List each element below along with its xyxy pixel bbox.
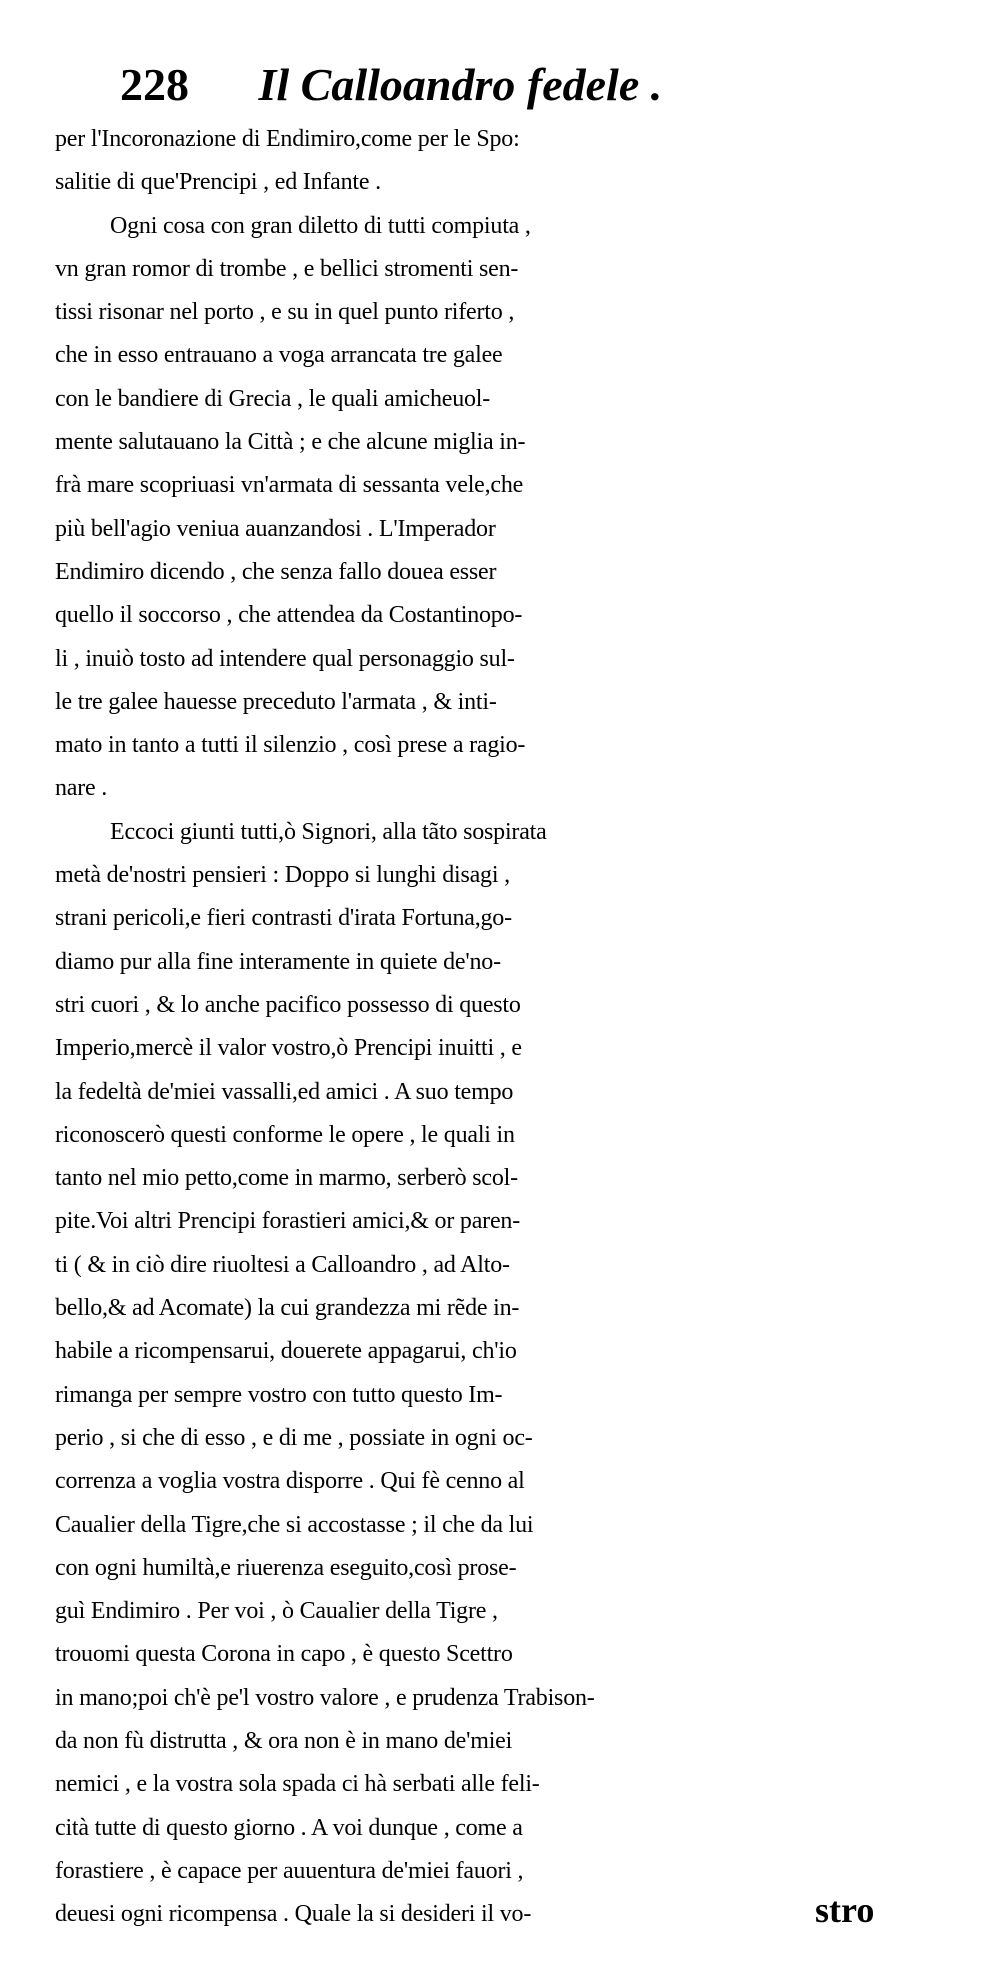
running-title: Il Calloandro fedele . (258, 59, 663, 110)
text-line: guì Endimiro . Per voi , ò Caualier della Tigre , (55, 1598, 498, 1625)
text-line: correnza a voglia vostra disporre . Qui fè cenno al (55, 1468, 525, 1495)
text-line: rimanga per sempre vostro con tutto questo Im- (55, 1381, 503, 1408)
text-line: più bell'agio veniua auanzandosi . L'Imperador (55, 515, 496, 542)
text-line: habile a ricompensarui, douerete appagarui, ch'io (55, 1338, 517, 1365)
text-line: ti ( & in ciò dire riuoltesi a Calloandro , ad Alto- (55, 1251, 510, 1278)
text-line: salitie di que'Prencipi , ed Infante . (55, 169, 381, 196)
text-line: cità tutte di questo giorno . A voi dunque , come a (55, 1814, 523, 1841)
text-line: trouomi questa Corona in capo , è questo Scettro (55, 1641, 513, 1668)
text-line: nare . (55, 775, 108, 802)
text-line: che in esso entrauano a voga arrancata tre galee (55, 342, 503, 369)
text-line: vn gran romor di trombe , e bellici stromenti sen- (55, 255, 519, 282)
text-line: li , inuiò tosto ad intendere qual personaggio sul- (55, 645, 515, 672)
text-line: per l'Incoronazione di Endimiro,come per le Spo: (55, 126, 520, 152)
text-line: tanto nel mio petto,come in marmo, serberò scol- (55, 1165, 518, 1192)
text-line: mato in tanto a tutti il silenzio , così prese a ragio- (55, 732, 526, 759)
text-line: Ogni cosa con gran diletto di tutti compiuta , (110, 212, 531, 239)
text-line: deuesi ogni ricompensa . Quale la si desideri il vo- (55, 1901, 532, 1928)
text-line: forastiere , è capace per auuentura de'miei fauori , (55, 1857, 524, 1884)
text-line: pite.Voi altri Prencipi forastieri amici,& or paren- (55, 1208, 521, 1235)
text-line: diamo pur alla fine interamente in quiete de'no- (55, 948, 501, 975)
text-line: le tre galee hauesse preceduto l'armata , & inti- (55, 688, 497, 715)
text-line: strani pericoli,e fieri contrasti d'irata Fortuna,go- (55, 905, 512, 932)
text-line: da non fù distrutta , & ora non è in mano de'miei (55, 1727, 513, 1754)
text-line: quello il soccorso , che attendea da Costantinopo- (55, 602, 523, 629)
text-line: bello,& ad Acomate) la cui grandezza mi rẽde in- (55, 1295, 520, 1322)
text-line: mente salutauano la Città ; e che alcune miglia in- (55, 429, 526, 456)
text-line: frà mare scopriuasi vn'armata di sessanta vele,che (55, 472, 524, 499)
text-line: Eccoci giunti tutti,ò Signori, alla tãto sospirata (110, 818, 547, 845)
text-line: nemici , e la vostra sola spada ci hà serbati alle feli- (55, 1771, 540, 1798)
page-number: 228 (120, 59, 189, 110)
body-text (55, 118, 955, 1936)
page-header (120, 50, 920, 120)
text-line: stri cuori , & lo anche pacifico possesso di questo (55, 991, 521, 1018)
text-line: perio , si che di esso , e di me , possiate in ogni oc- (55, 1424, 533, 1451)
text-line: in mano;poi ch'è pe'l vostro valore , e prudenza Trabison- (55, 1684, 595, 1711)
text-line: con le bandiere di Grecia , le quali amicheuol- (55, 385, 491, 412)
text-line: metà de'nostri pensieri : Doppo si lunghi disagi , (55, 862, 510, 889)
text-line: tissi risonar nel porto , e su in quel punto riferto , (55, 299, 515, 326)
text-line: Imperio,mercè il valor vostro,ò Prencipi inuitti , e (55, 1035, 522, 1062)
catchword: stro (815, 1890, 875, 1930)
text-line: con ogni humiltà,e riuerenza eseguito,così prose- (55, 1554, 517, 1581)
text-line: riconoscerò questi conforme le opere , le quali in (55, 1121, 515, 1148)
text-line: Endimiro dicendo , che senza fallo douea esser (55, 558, 497, 585)
text-line: la fedeltà de'miei vassalli,ed amici . A suo tempo (55, 1078, 514, 1105)
text-line: Caualier della Tigre,che si accostasse ; il che da lui (55, 1511, 534, 1538)
